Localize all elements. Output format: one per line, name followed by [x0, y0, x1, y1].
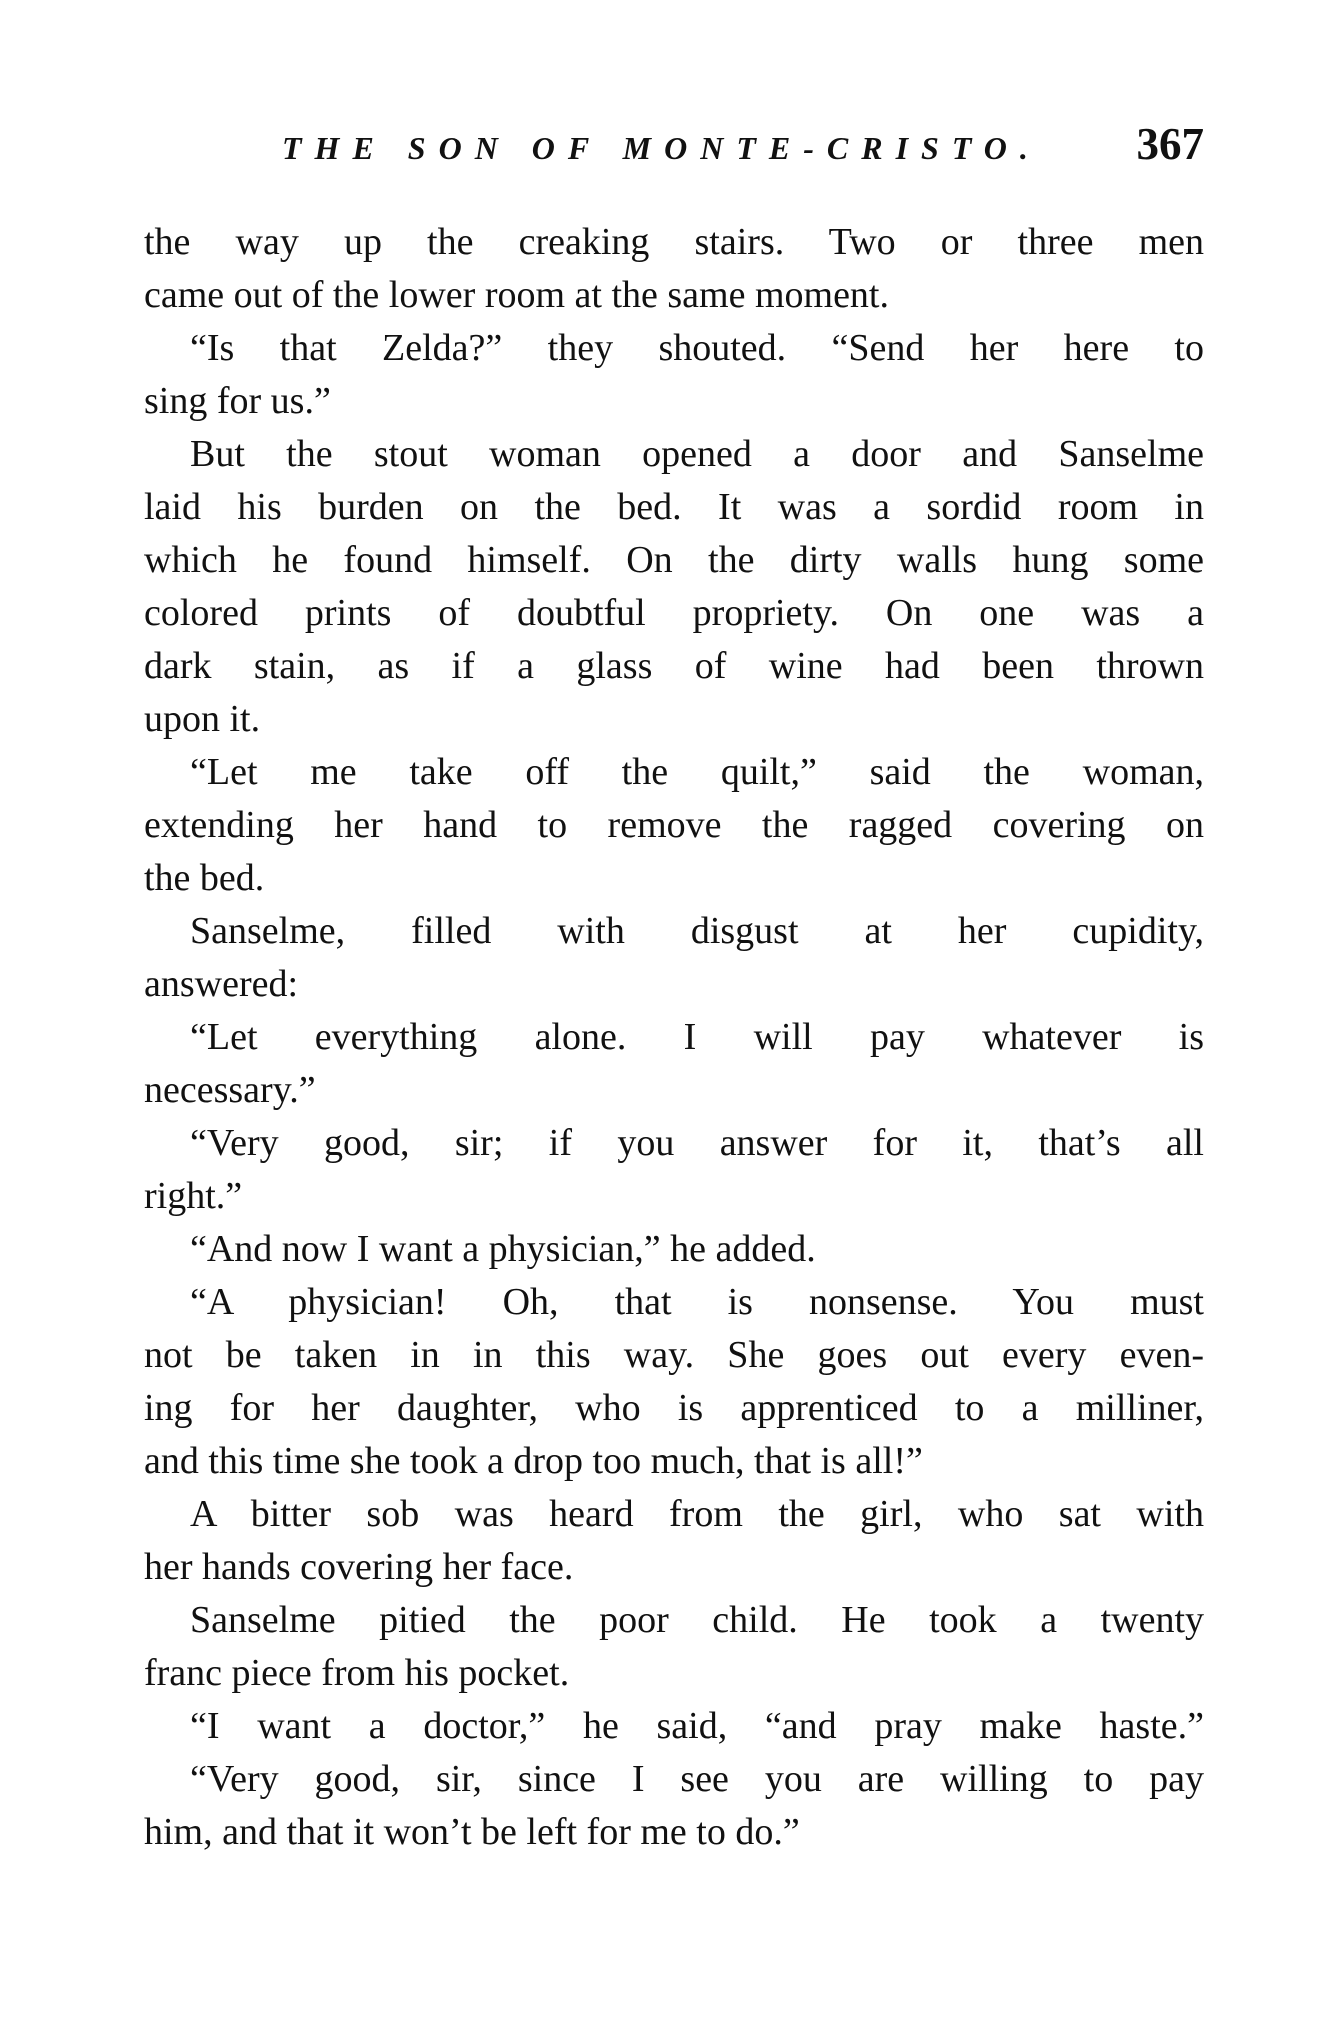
text-line: A bitter sob was heard from the girl, who sat with [190, 1493, 1204, 1535]
text-line: him, and that it won’t be left for me to do.” [144, 1811, 800, 1853]
text-line: came out of the lower room at the same moment. [144, 274, 889, 316]
text-line: the way up the creaking stairs. Two or three men [144, 221, 1204, 263]
text-line: “Let me take off the quilt,” said the woman, [190, 751, 1204, 793]
text-line: laid his burden on the bed. It was a sordid room in [144, 486, 1204, 528]
text-line: necessary.” [144, 1069, 316, 1111]
text-line: colored prints of doubtful propriety. On one was a [144, 592, 1204, 634]
text-line: “Very good, sir; if you answer for it, that’s all [190, 1122, 1204, 1164]
text-line: not be taken in in this way. She goes out every even- [144, 1334, 1204, 1376]
text-line: sing for us.” [144, 380, 331, 422]
text-line: “Let everything alone. I will pay whatever is [190, 1016, 1204, 1058]
text-line: franc piece from his pocket. [144, 1652, 570, 1694]
text-line: extending her hand to remove the ragged covering on [144, 804, 1204, 846]
text-line: ing for her daughter, who is apprenticed to a milliner, [144, 1387, 1204, 1429]
text-line: the bed. [144, 857, 265, 899]
body-text [144, 216, 1204, 1859]
text-line: “Is that Zelda?” they shouted. “Send her here to [190, 327, 1204, 369]
text-line: right.” [144, 1175, 243, 1217]
text-line: dark stain, as if a glass of wine had been thrown [144, 645, 1204, 687]
text-line: and this time she took a drop too much, that is all!” [144, 1440, 923, 1482]
text-line: But the stout woman opened a door and Sanselme [190, 433, 1204, 475]
text-line: upon it. [144, 698, 261, 740]
text-line: answered: [144, 963, 299, 1005]
page-number: 367 [1136, 119, 1204, 169]
running-head [282, 118, 1204, 178]
text-line: “I want a doctor,” he said, “and pray make haste.” [190, 1705, 1204, 1747]
text-line: Sanselme, filled with disgust at her cupidity, [190, 910, 1204, 952]
text-line: which he found himself. On the dirty walls hung some [144, 539, 1204, 581]
running-title: THE SON OF MONTE-CRISTO. [282, 130, 1041, 166]
text-line: “Very good, sir, since I see you are willing to pay [190, 1758, 1204, 1800]
text-line: her hands covering her face. [144, 1546, 574, 1588]
text-line: “And now I want a physician,” he added. [190, 1228, 816, 1270]
text-line: “A physician! Oh, that is nonsense. You must [190, 1281, 1204, 1323]
text-line: Sanselme pitied the poor child. He took a twenty [190, 1599, 1204, 1641]
